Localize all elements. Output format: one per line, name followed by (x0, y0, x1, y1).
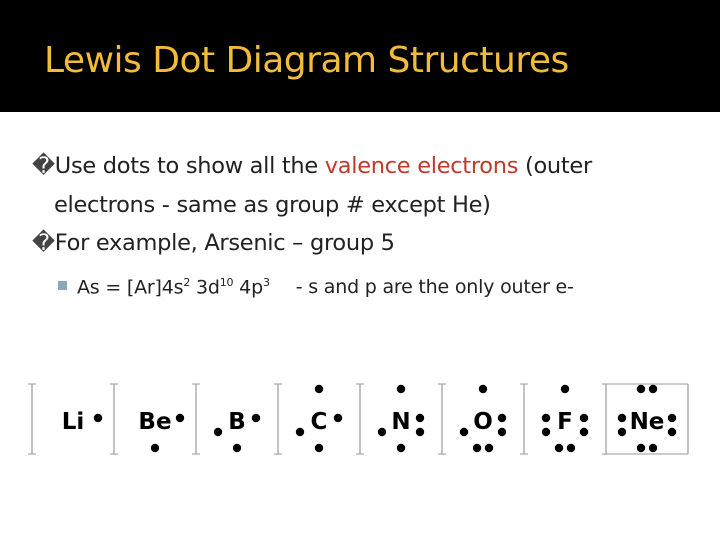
valence-electron-dot (649, 385, 657, 393)
valence-electron-dot (334, 414, 342, 422)
valence-electron-dot (416, 414, 424, 422)
bullet-symbol: � (32, 230, 55, 256)
config-tail: - s and p are the only outer e- (295, 276, 574, 299)
valence-electron-dot (94, 414, 102, 422)
title-bar (0, 0, 720, 112)
valence-electron-dot (580, 428, 588, 436)
valence-electron-dot (618, 428, 626, 436)
element-cell-b (192, 384, 260, 454)
valence-electron-dot (378, 428, 386, 436)
config-mid-1: 3d (190, 276, 220, 299)
bullet-1-highlight: valence electrons (324, 153, 519, 179)
element-cell-n (356, 384, 424, 454)
element-symbol: N (391, 409, 411, 435)
valence-electron-dot (485, 444, 493, 452)
slide-title: Lewis Dot Diagram Structures (44, 40, 569, 81)
valence-electron-dot (151, 444, 159, 452)
element-cell-be (110, 384, 184, 454)
valence-electron-dot (649, 444, 657, 452)
valence-electron-dot (561, 385, 569, 393)
bullet-1-text-post: (outer (518, 153, 592, 179)
bullet-1 (32, 153, 592, 179)
valence-electron-dot (542, 414, 550, 422)
valence-electron-dot (397, 385, 405, 393)
element-cell-ne (602, 384, 676, 454)
valence-electron-dot (460, 428, 468, 436)
valence-electron-dot (233, 444, 241, 452)
valence-electron-dot (542, 428, 550, 436)
config-pre: As = [Ar]4s (77, 276, 184, 299)
element-symbol: Ne (629, 409, 665, 435)
bullet-2 (32, 230, 395, 256)
valence-electron-dot (580, 414, 588, 422)
valence-electron-dot (498, 414, 506, 422)
valence-electron-dot (668, 414, 676, 422)
element-cell-o (438, 384, 506, 454)
element-symbol: Be (138, 409, 172, 435)
element-cell-f (520, 384, 588, 454)
element-symbol: F (557, 409, 573, 435)
valence-electron-dot (479, 385, 487, 393)
valence-electron-dot (176, 414, 184, 422)
element-symbol: C (310, 409, 328, 435)
config-sup-2: 10 (219, 276, 234, 289)
valence-electron-dot (315, 385, 323, 393)
element-symbol: B (228, 409, 246, 435)
valence-electron-dot (668, 428, 676, 436)
valence-electron-dot (416, 428, 424, 436)
square-bullet-icon (58, 281, 67, 290)
bullet-1-text-pre: Use dots to show all the (54, 153, 325, 179)
bullet-1-line-2: electrons - same as group # except He) (54, 192, 491, 218)
config-sup-3: 3 (262, 276, 270, 289)
valence-electron-dot (315, 444, 323, 452)
bullet-2-text: For example, Arsenic – group 5 (54, 230, 395, 256)
valence-electron-dot (252, 414, 260, 422)
element-symbol: O (473, 409, 493, 435)
element-cell-c (274, 384, 342, 454)
config-mid-2: 4p (233, 276, 263, 299)
lewis-dot-diagram (28, 380, 700, 458)
valence-electron-dot (473, 444, 481, 452)
valence-electron-dot (397, 444, 405, 452)
valence-electron-dot (567, 444, 575, 452)
bullet-symbol: � (32, 153, 55, 179)
valence-electron-dot (555, 444, 563, 452)
element-cell-li (28, 384, 102, 454)
valence-electron-dot (637, 444, 645, 452)
config-sup-1: 2 (183, 276, 191, 289)
valence-electron-dot (214, 428, 222, 436)
valence-electron-dot (498, 428, 506, 436)
valence-electron-dot (637, 385, 645, 393)
element-symbol: Li (61, 409, 85, 435)
valence-electron-dot (296, 428, 304, 436)
sub-bullet (58, 276, 574, 298)
valence-electron-dot (618, 414, 626, 422)
